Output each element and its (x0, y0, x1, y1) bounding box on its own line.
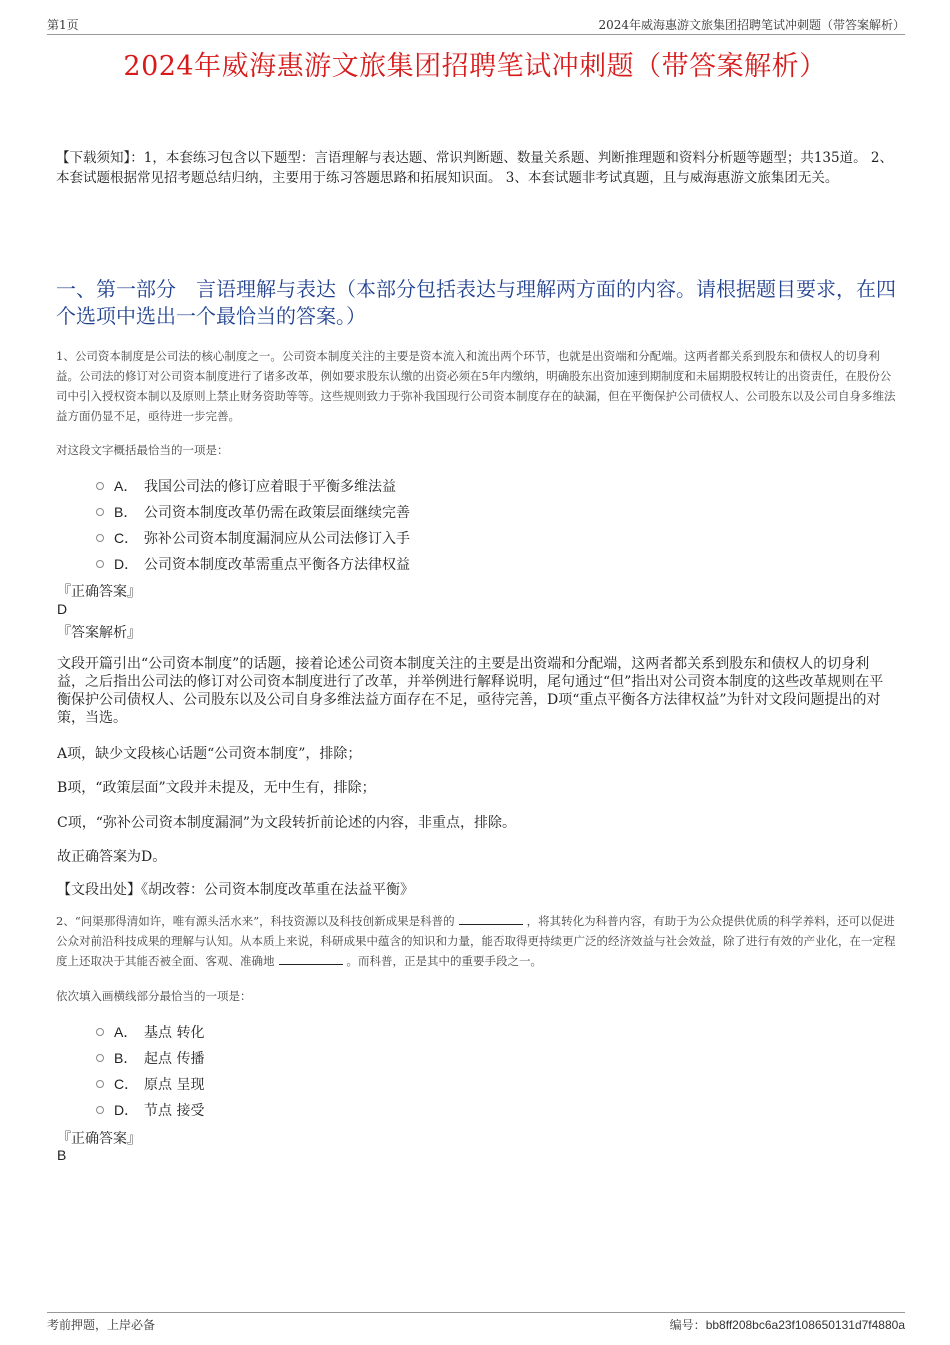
option-b[interactable]: B． 起点 传播 (96, 1045, 204, 1071)
analysis-conclusion: 故正确答案为D。 (57, 849, 167, 865)
radio-button[interactable] (96, 1106, 104, 1114)
question-2-prompt: 依次填入画横线部分最恰当的一项是： (56, 989, 252, 1003)
analysis-option-c: C项，“弥补公司资本制度漏洞”为文段转折前论述的内容，非重点，排除。 (57, 815, 517, 831)
footer-slogan: 考前押题，上岸必备 (47, 1318, 156, 1332)
option-text: 起点 传播 (144, 1051, 205, 1067)
page-footer (47, 1312, 905, 1333)
analysis-option-a: A项，缺少文段核心话题“公司资本制度”，排除； (57, 746, 362, 762)
radio-button[interactable] (96, 560, 104, 568)
header-doc-title: 2024年威海惠游文旅集团招聘笔试冲刺题（带答案解析） (598, 18, 905, 32)
page-header (47, 16, 905, 35)
section-heading: 一、第一部分 言语理解与表达（本部分包括表达与理解两方面的内容。请根据题目要求，在四个选项中选出一个最恰当的答案。） (56, 277, 896, 328)
radio-button[interactable] (96, 1054, 104, 1062)
question-2-text: 2、“问渠那得清如许，唯有源头活水来”，科技资源以及科技创新成果是科普的 ，将其转化为科普内容，有助于为公众提供优质的科学养料，还可以促进公众对前沿科技成果的理解与认知。从本质上来说，科研成果中蕴含的知识和力量，能否取得更持续更广泛的经济效益与社会效益，除了进行有效的产业化，在一定程度上还取决于其能否被全面、客观、准确地 。而科普，正是其中的重要手段之一。 (56, 914, 896, 968)
radio-button[interactable] (96, 508, 104, 516)
radio-button[interactable] (96, 1028, 104, 1036)
radio-button[interactable] (96, 1080, 104, 1088)
correct-answer-label: 『正确答案』 (57, 1131, 141, 1147)
option-c[interactable]: C． 弥补公司资本制度漏洞应从公司法修订入手 (96, 525, 410, 551)
option-text: 公司资本制度改革需重点平衡各方法律权益 (144, 557, 410, 573)
option-text: 公司资本制度改革仍需在政策层面继续完善 (144, 505, 410, 521)
fill-blank-1 (459, 912, 523, 925)
correct-answer-value: B (57, 1147, 67, 1163)
option-d[interactable]: D． 节点 接受 (96, 1097, 204, 1123)
option-text: 原点 呈现 (144, 1077, 205, 1093)
option-text: 弥补公司资本制度漏洞应从公司法修订入手 (144, 531, 410, 547)
option-text: 节点 接受 (144, 1103, 205, 1119)
radio-button[interactable] (96, 534, 104, 542)
option-text: 基点 转化 (144, 1025, 205, 1041)
question-1-options (96, 473, 410, 577)
analysis-label: 『答案解析』 (57, 625, 141, 641)
fill-blank-2 (279, 952, 343, 965)
analysis-text: 文段开篇引出“公司资本制度”的话题，接着论述公司资本制度关注的主要是出资端和分配端，这两者都关系到股东和债权人的切身利益，之后指出公司法的修订对公司资本制度进行了改革，并举例进行解释说明，尾句通过“但”指出对公司资本制度的这些改革规则在平衡保护公司债权人、公司股东以及公司自身多维法益方面存在不足，亟待完善，D项“重点平衡各方法律权益”为针对文段问题提出的对策，当选。 (57, 656, 884, 726)
question-1-text: 1、公司资本制度是公司法的核心制度之一。公司资本制度关注的主要是资本流入和流出两个环节，也就是出资端和分配端。这两者都关系到股东和债权人的切身利益。公司法的修订对公司资本制度进行了诸多改革，例如要求股东认缴的出资必须在5年内缴纳，明确股东出资加速到期制度和未届期股权转让的出资责任，在股份公司中引入授权资本制以及原则上禁止财务资助等等。这些规则致力于弥补我国现行公司资本制度存在的缺漏，但在平衡保护公司债权人、公司股东以及公司自身多维法益方面仍显不足，亟待进一步完善。 (56, 349, 896, 423)
document-title: 2024年威海惠游文旅集团招聘笔试冲刺题（带答案解析） (123, 51, 827, 82)
download-notice: 【下载须知】：1，本套练习包含以下题型：言语理解与表达题、常识判断题、数量关系题、判断推理题和资料分析题等题型；共135道。 2、本套试题根据常见招考题总结归纳，主要用于练习答题思路和拓展知识面。 3、本套试题非考试真题，且与威海惠游文旅集团无关。 (56, 150, 893, 186)
option-d[interactable]: D． 公司资本制度改革需重点平衡各方法律权益 (96, 551, 410, 577)
option-text: 我国公司法的修订应着眼于平衡多维法益 (144, 479, 396, 495)
question-2-options (96, 1019, 204, 1123)
correct-answer-value: D (57, 601, 68, 617)
passage-source: 【文段出处】《胡改蓉：公司资本制度改革重在法益平衡》 (57, 882, 414, 898)
document-code: 编号：bb8ff208bc6a23f108650131d7f4880a (669, 1318, 905, 1332)
page-number: 第1页 (47, 18, 79, 32)
option-b[interactable]: B． 公司资本制度改革仍需在政策层面继续完善 (96, 499, 410, 525)
radio-button[interactable] (96, 482, 104, 490)
option-a[interactable]: A． 基点 转化 (96, 1019, 204, 1045)
question-1-prompt: 对这段文字概括最恰当的一项是： (56, 443, 229, 457)
analysis-option-b: B项，“政策层面”文段并未提及，无中生有，排除； (57, 780, 376, 796)
option-a[interactable]: A． 我国公司法的修订应着眼于平衡多维法益 (96, 473, 410, 499)
correct-answer-label: 『正确答案』 (57, 584, 141, 600)
option-c[interactable]: C． 原点 呈现 (96, 1071, 204, 1097)
